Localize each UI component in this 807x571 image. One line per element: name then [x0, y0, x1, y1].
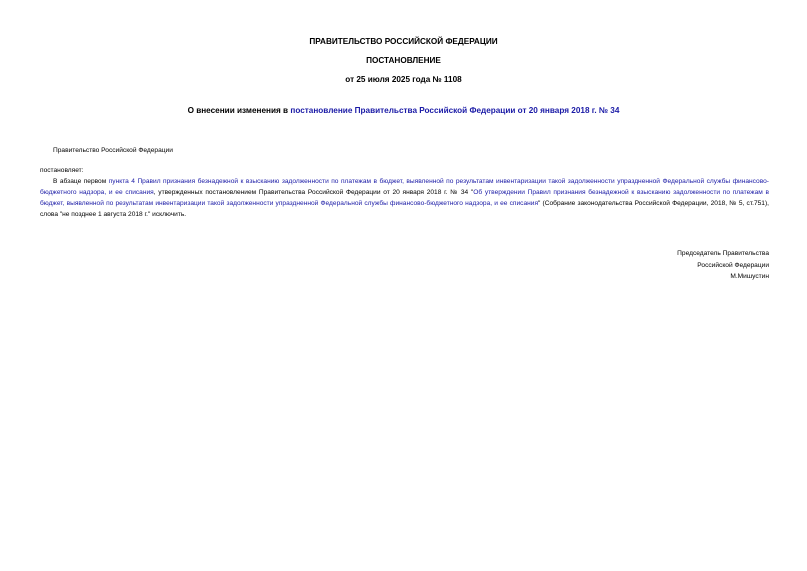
issuer-text: Правительство Российской Федерации — [53, 147, 173, 154]
document-date-number: от 25 июля 2025 года № 1108 — [345, 75, 462, 84]
government-heading: ПРАВИТЕЛЬСТВО РОССИЙСКОЙ ФЕДЕРАЦИИ — [309, 37, 498, 46]
title-prefix: О внесении изменения в — [187, 106, 291, 115]
paragraph-link-decree-title[interactable]: Об утверждении Правил признания безнадежной к взысканию задолженности по платежам в бюджет, выявленной по результатам инвентаризации такой задолженности упраздненной Федеральной службы финансово-бюджетного надзора, и ее списания — [40, 189, 770, 207]
paragraph-text-1: В абзаце первом — [53, 178, 109, 185]
title-link-amended-decree[interactable]: постановление Правительства Российской Федерации от 20 января 2018 г. № 34 — [290, 106, 620, 115]
document-title — [0, 106, 807, 116]
signature-block — [600, 248, 769, 283]
paragraph-link-rules-point-4[interactable]: пункта 4 Правил признания безнадежной к взысканию задолженности по платежам в бюджет, выявленной по результатам инвентаризации такой задолженности упраздненной Федеральной службы финансово-бюджетного надзора, и ее списания — [40, 178, 769, 196]
paragraph-text-2: , утвержденных постановлением Правительства Российской Федерации от 20 января 2018 г. № 34 " — [153, 189, 474, 196]
body-paragraph — [40, 176, 769, 220]
document-type-heading: ПОСТАНОВЛЕНИЕ — [366, 56, 441, 65]
signature-name: М.Мишустин — [730, 273, 769, 280]
signature-organization: Российской Федерации — [697, 261, 769, 269]
decrees-text: постановляет: — [40, 167, 84, 174]
signature-position: Председатель Правительства — [677, 250, 769, 257]
paragraph-text-3: " (Собрание законодательства Российской Федерации, 2018, № 5, ст.751), слова "не позднее 1 августа 2018 г." исключить. — [40, 200, 770, 218]
